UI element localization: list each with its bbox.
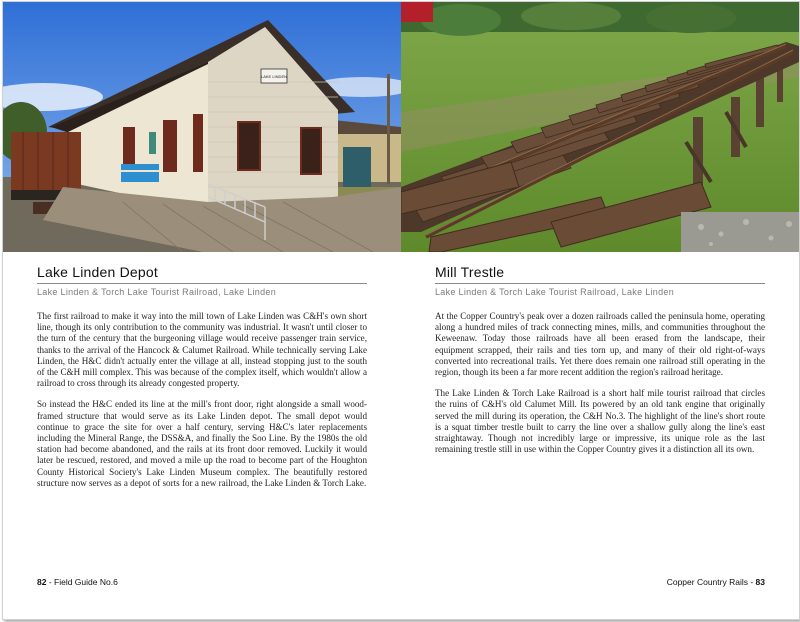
title-divider: [37, 283, 367, 284]
location-subtitle: Lake Linden & Torch Lake Tourist Railroad, Lake Linden: [37, 287, 277, 297]
depot-photo: [3, 2, 401, 252]
title-divider: [435, 283, 765, 284]
footer-label: Copper Country Rails -: [666, 577, 756, 587]
depot-sign-text: LAKE LINDEN: [260, 74, 288, 79]
book-spread: [2, 1, 800, 620]
location-subtitle: Lake Linden & Torch Lake Tourist Railroad, Lake Linden: [435, 287, 675, 297]
page-number: 83: [755, 577, 765, 587]
paragraph: The Lake Linden & Torch Lake Railroad is a short half mile tourist railroad that circles the ruins of C&H's old Calumet Mill. Its powered by an old tank engine that originally served the mill during its operation, the C&H No.3. The highlight of the line's short route is a squat timber trestle built to carry the line over a shallow gully along the line's east straightaway. Though not incredibly large or impressive, its unique role as the last remaining trestle still in use within the Copper Country gives it a distinction all its own.: [435, 388, 765, 455]
right-page: [401, 2, 799, 619]
body-text: [435, 311, 765, 465]
left-page: [3, 2, 401, 619]
paragraph: At the Copper Country's peak over a dozen railroads called the peninsula home, operating along a hundred miles of track connecting mines, mills, and communities throughout the Keweenaw. Today those railroads have all been erased from the landscape, their equipment scrapped, their rails and ties torn up, and many of their old right-of-ways converted into recreational trails. Yet there does remain one railroad still operating in the region, though its been a far more recent addition the region's railroad heritage.: [435, 311, 765, 378]
trestle-photo: [401, 2, 799, 252]
body-text: [37, 311, 367, 499]
page-number: 82: [37, 577, 47, 587]
page-footer: [37, 577, 118, 587]
footer-label: - Field Guide No.6: [46, 577, 118, 587]
page-title: Mill Trestle: [435, 264, 505, 280]
paragraph: The first railroad to make it way into the mill town of Lake Linden was C&H's own short line, though its only contribution to the community was industrial. It wasn't until closer to the turn of the century that the burgeoning village would receive passenger train service, thanks to the arrival of the Hancock & Calumet Railroad. While technically serving Lake Linden, the H&C didn't actually enter the village at all, instead stopping just to the south of the C&H mill complex. This was because of the complex itself, which wouldn't allow a railroad to cross through its already congested property.: [37, 311, 367, 389]
page-title: Lake Linden Depot: [37, 264, 158, 280]
page-footer: [667, 577, 765, 587]
paragraph: So instead the H&C ended its line at the mill's front door, right alongside a small wood-framed structure that would serve as its Lake Linden depot. The small depot would continue to grace the site for over a half century, serving H&C's later replacements including the Mineral Range, the DSS&A, and finally the Soo Line. By the 1980s the old station had become abandoned, and the rails at its front door removed. Luckily it would later be rescued, restored, and moved a mile up the road to become part of the Houghton County Historical Society's Lake Linden Museum complex. The beautifully restored structure now serves as a depot of sorts for a new railroad, the Lake Linden & Torch Lake.: [37, 399, 367, 488]
